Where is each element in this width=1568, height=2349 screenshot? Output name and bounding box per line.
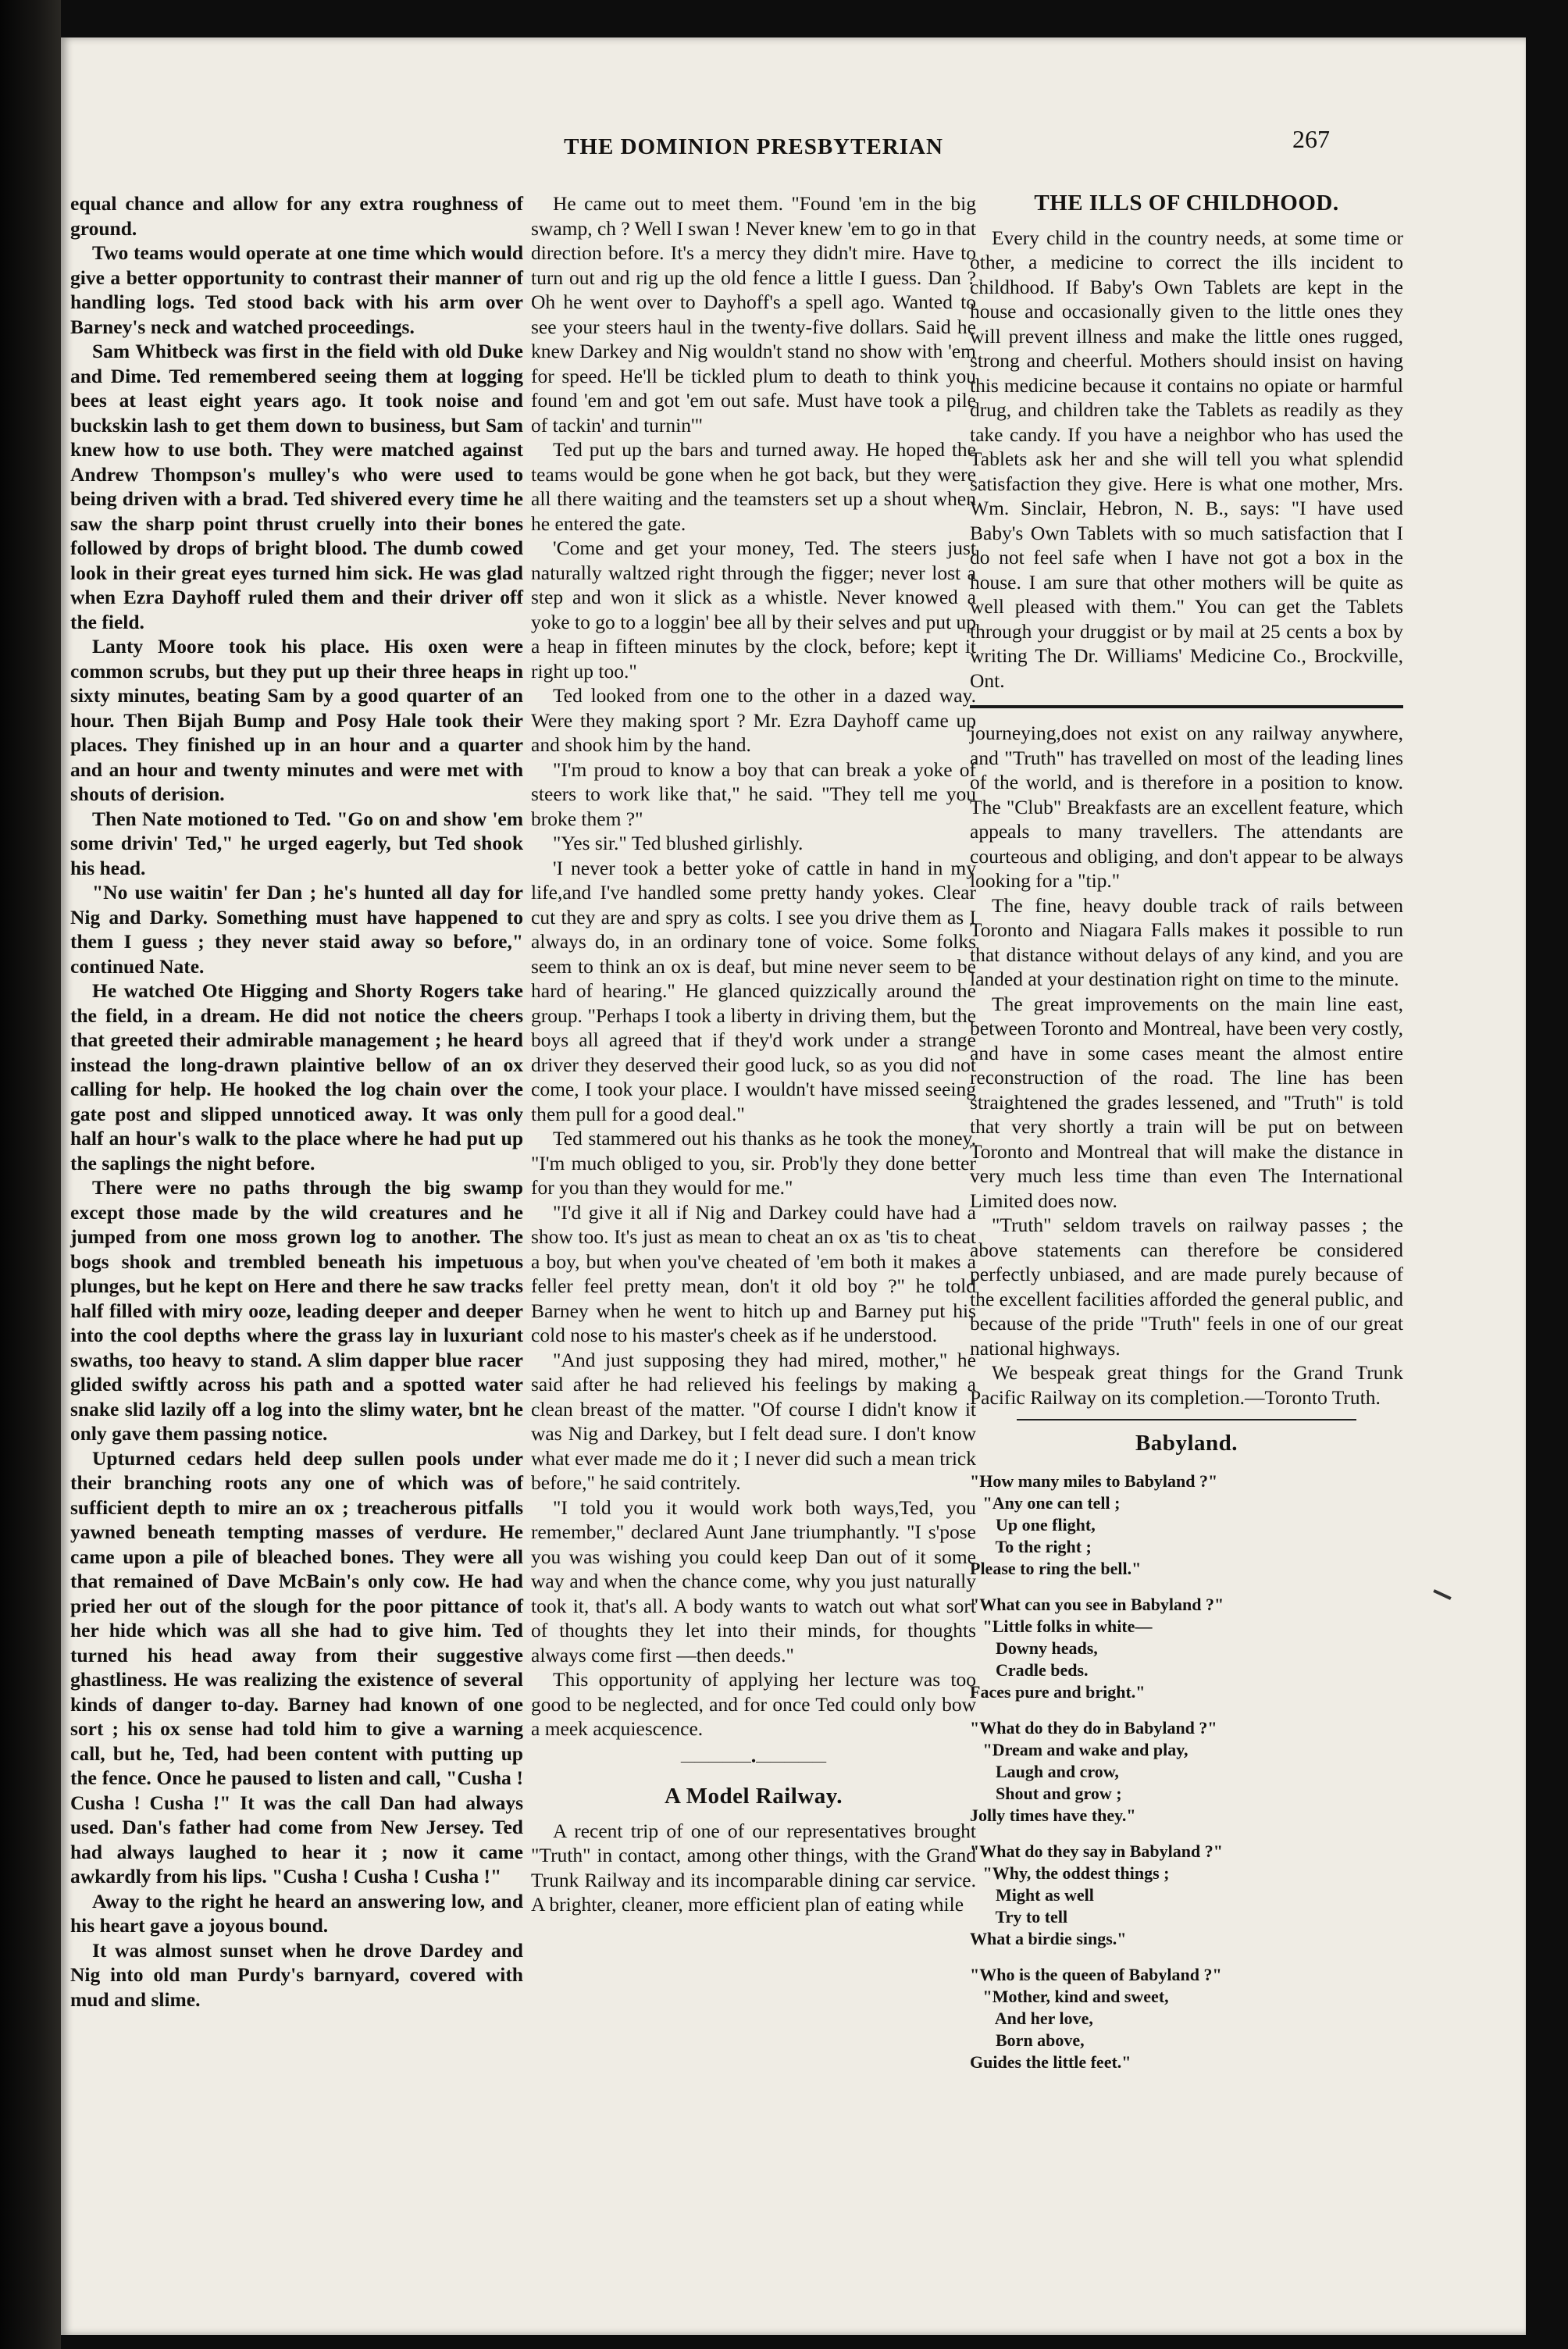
paragraph: "Truth" seldom travels on railway passes ; the above statements can therefore be considered perfectly unbiased, and are made purely because of the excellent facilities afforded the general public, and because of the pride "Truth" feels in one of our great national highways. [970,1214,1403,1360]
poem-line: What a birdie sings." [970,1928,1127,1948]
poem-line: Try to tell [970,1906,1068,1927]
section-rule [1017,1419,1356,1420]
paragraph: We bespeak great things for the Grand Trunk Pacific Railway on its completion.—Toronto Truth. [970,1361,1403,1409]
paragraph: "And just supposing they had mired, mother," he said after he had relieved his feelings by making a clean breast of the matter. "Of course I didn't know it was Nig and Darkey, but I felt dead sure. I don't know what ever made me do it ; I never did such a mean trick before," he said contritely. [531,1348,976,1494]
poem-line: "What do they say in Babyland ?" [970,1841,1223,1861]
paragraph: journeying,does not exist on any railway anywhere, and "Truth" has travelled on most of the leading lines of the world, and is therefore in a position to know. The "Club" Breakfasts are an excellent feature, which appeals to many travellers. The attendants are courteous and obliging, and don't appear to be always looking for a "tip." [970,722,1403,892]
paragraph: "Yes sir." Ted blushed girlishly. [553,832,804,854]
paragraph: Then Nate motioned to Ted. "Go on and show 'em some drivin' Ted," he urged eagerly, but Ted shook his head. [70,807,523,879]
paragraph: Two teams would operate at one time which would give a better opportunity to contrast their manner of handling logs. Ted stood back with his arm over Barney's neck and watched proceedings. [70,241,523,338]
paragraph: Lanty Moore took his place. His oxen were common scrubs, but they put up their three heaps in sixty minutes, beating Sam by a good quarter of an hour. Then Bijah Bump and Posy Hale took their places. They finished up in an hour and a quarter and an hour and twenty minutes and were met with shouts of derision. [70,635,523,805]
babyland-heading: Babyland. [1135,1431,1238,1456]
poem-line: Guides the little feet." [970,2051,1131,2072]
babyland-poem [970,1470,1403,2073]
paragraph: Ted looked from one to the other in a dazed way. Were they making sport ? Mr. Ezra Dayhoff came up and shook him by the hand. [531,684,976,756]
paragraph: equal chance and allow for any extra roughness of ground. [70,192,523,240]
paragraph: There were no paths through the big swamp except those made by the wild creatures and he jumped from one moss grown log to another. The bogs shook and trembled beneath his impetuous plunges, but he kept on Here and there he saw tracks half filled with miry ooze, leading deeper and deeper into the cool depths where the grass lay in luxuriant swaths, too heavy to stand. A slim dapper blue racer glided swiftly across his path and a spotted water snake slid lazily off a log into the slimy water, bnt he only gave them passing notice. [70,1176,523,1445]
paragraph: He came out to meet them. "Found 'em in the big swamp, ch ? Well I swan ! Never knew 'em to go in that direction before. It's a mercy they didn't mire. Have to turn out and rig up the old fence a little I guess. Dan ? Oh he went over to Dayhoff's a spell ago. Wanted to see your steers haul in the twenty-five dollars. Said he knew Darkey and Nig wouldn't stand no show with 'em for speed. He'll be tickled plum to death to think you found 'em and got 'em out safe. Must have took a pile of tackin' and turnin'" [531,192,977,437]
paragraph: Every child in the country needs, at some time or other, a medicine to correct the ills incident to childhood. If Baby's Own Tablets are kept in the house and occasionally given to the little ones they will prevent illness and make the little ones rugged, strong and cheerful. Mothers should insist on having this medicine because it contains no opiate or harmful drug, and children take the Tablets as readily as they take candy. If you have a neighbor who has used the Tablets ask her and she will tell you what splendid satisfaction they give. Here is what one mother, Mrs. Wm. Sinclair, Hebron, N. B., says: "I have used Baby's Own Tablets with so much satisfaction that I do not feel safe when I have not got a box in the house. I am sure that other mothers will be quite as well pleased with them." You can get the Tablets through your druggist or by mail at 25 cents a box by writing The Dr. Williams' Medicine Co., Brockville, Ont. [970,226,1403,692]
poem-stanza [970,1594,1403,1703]
column-divider [970,705,1403,708]
model-railway-heading: A Model Railway. [665,1784,843,1809]
paragraph: "I'd give it all if Nig and Darkey could have had a show too. It's just as mean to cheat an ox as 'tis to cheat a boy, but when you've cheated of 'em both it makes a feller feel pretty mean, don't it old boy ?" he told Barney when he went to hitch up and Barney put his cold nose to his master's cheek as if he understood. [531,1200,976,1346]
poem-line: "Little folks in white— [970,1616,1153,1636]
poem-line: "Any one can tell ; [970,1492,1121,1513]
paragraph: He watched Ote Higging and Shorty Rogers take the field, in a dream. He did not notice the cheers that greeted their admirable management ; he heard instead the long-drawn plaintive bellow of an ox calling for help. He hooked the log chain over the gate post and slipped unnoticed away. It was only half an hour's walk to the place where he had put up the saplings the night before. [70,979,523,1174]
poem-line: Faces pure and bright." [970,1681,1146,1702]
paragraph: "I'm proud to know a boy that can break a yoke of steers to work like that," he said. "They tell me you broke them ?" [531,757,976,830]
page-number: 267 [1292,125,1330,153]
running-head: THE DOMINION PRESBYTERIAN [564,134,943,159]
paragraph: This opportunity of applying her lecture was too good to be neglected, and for once Ted could only bow a meek acquiescence. [531,1668,976,1740]
poem-line: Shout and grow ; [970,1783,1122,1803]
paragraph: 'I never took a better yoke of cattle in hand in my life,and I've handled some pretty handy yokes. Clear cut they are and spry as colts. I see you drive them as I always do, in an ordinary tone of voice. Some folks seem to think an ox is deaf, but mine never seem to be hard of hearing." He glanced quizzically around the group. "Perhaps I took a liberty in driving them, but the boys all agreed that if they'd work under a strange driver they deserved their good luck, so as you did not come, I took your place. I wouldn't have missed seeing them pull for a good deal." [531,856,976,1125]
paragraph: The fine, heavy double track of rails between Toronto and Niagara Falls makes it possible to run that distance without delays of any kind, and you are landed at your destination right on time to the minute. [970,893,1403,990]
poem-line: Born above, [970,2030,1085,2050]
ills-heading: THE ILLS OF CHILDHOOD. [1034,191,1339,216]
poem-stanza [970,1470,1403,1580]
poem-line: "Who is the queen of Babyland ?" [970,1964,1222,1984]
poem-line: Laugh and crow, [970,1761,1119,1781]
paragraph: "No use waitin' fer Dan ; he's hunted all day for Nig and Darky. Something must have happened to them I guess ; they never staid away so before," continued Nate. [70,881,523,978]
poem-line: "Dream and wake and play, [970,1739,1188,1759]
poem-stanza [970,1717,1403,1827]
poem-line: "Mother, kind and sweet, [970,1986,1169,2006]
poem-line: Cradle beds. [970,1659,1089,1680]
poem-line: Please to ring the bell." [970,1558,1142,1578]
paragraph: Sam Whitbeck was first in the field with old Duke and Dime. Ted remembered seeing them at logging bees at least eight years ago. It took noise and buckskin lash to get them down to business, but Sam knew how to use both. They were matched against Andrew Thompson's mulley's who were used to being driven with a brad. Ted shivered every time he saw the sharp point thrust cruelly into their bones followed by drops of bright blood. The dumb cowed look in their great eyes turned him sick. He was glad when Ezra Dayhoff ruled them and their driver off the field. [70,340,523,633]
paragraph: A recent trip of one of our representatives brought "Truth" in contact, among other things, with the Grand Trunk Railway and its incomparable dining car service. A brighter, cleaner, more efficient plan of eating while [531,1819,976,1916]
poem-line: "How many miles to Babyland ?" [970,1470,1218,1491]
poem-line: Jolly times have they." [970,1805,1136,1825]
paragraph: Ted put up the bars and turned away. He hoped the teams would be gone when he got back, but they were all there waiting and the teamsters set up a shout when he entered the gate. [531,438,976,535]
column-1 [70,191,523,2012]
poem-line: To the right ; [970,1536,1092,1556]
paragraph: The great improvements on the main line east, between Toronto and Montreal, have been very costly, and have in some cases meant the almost entire reconstruction of the road. The line has been straightened the grades lessened, and "Truth" is told that very shortly a train will be put on between Toronto and Montreal that will make the distance in very much less time than even The International Limited does now. [970,992,1403,1212]
poem-line: Might as well [970,1884,1094,1905]
poem-line: "Why, the oddest things ; [970,1862,1170,1883]
poem-line: Up one flight, [970,1514,1096,1535]
scan-edge [0,0,61,2349]
paragraph: Upturned cedars held deep sullen pools under their branching roots any one of which was of sufficient depth to mire an ox ; treacherous pitfalls yawned beneath tempting masses of verdure. He came upon a pile of bleached bones. They were all that remained of Dave McBain's only cow. He had pried her out of the slough for the poor pittance of her hide which was all she had to give him. Ted turned his head away from their suggestive ghastliness. He was realizing the existence of several kinds of danger to-day. Barney had known of one sort ; his ox sense had told him to give a warning call, but he, Ted, had been content with putting up the fence. Once he paused to listen and call, "Cusha ! Cusha ! Cusha !" It was the call Dan had always used. Dan's father had come from New Jersey. Ted had always laughed to hear it ; now it came awkardly from his lips. "Cusha ! Cusha ! Cusha !" [70,1446,523,1887]
section-ornament: —————•————— [680,1752,827,1769]
poem-line: Downy heads, [970,1638,1098,1658]
paragraph: 'Come and get your money, Ted. The steers just naturally waltzed right through the figger; never lost a step and won it slick as a whistle. Never knowed a yoke to go to a loggin' bee all by their selves and put up a heap in fifteen minutes by the clock, before; kept it right up too." [531,536,976,683]
paragraph: Ted stammered out his thanks as he took the money. "I'm much obliged to you, sir. Prob'ly they done better for you than they would for me." [531,1127,976,1199]
poem-line: "What can you see in Babyland ?" [970,1594,1224,1614]
poem-stanza [970,1964,1403,2073]
paragraph: Away to the right he heard an answering low, and his heart gave a joyous bound. [70,1889,523,1937]
poem-line: "What do they do in Babyland ?" [970,1717,1217,1738]
poem-stanza [970,1841,1403,1950]
paragraph: It was almost sunset when he drove Dardey and Nig into old man Purdy's barnyard, covered with mud and slime. [70,1938,523,2011]
poem-line: And her love, [970,2008,1093,2028]
paragraph: "I told you it would work both ways,Ted, you remember," declared Aunt Jane triumphantly. "I s'pose you was wishing you could keep Dan out of it some way and when the chance come, why you just naturally took it, that's all. A body wants to watch out what sort of thoughts they let into their minds, for thoughts always come first —then deeds." [531,1495,976,1666]
column-3 [970,191,1403,2087]
column-2 [531,191,976,1917]
